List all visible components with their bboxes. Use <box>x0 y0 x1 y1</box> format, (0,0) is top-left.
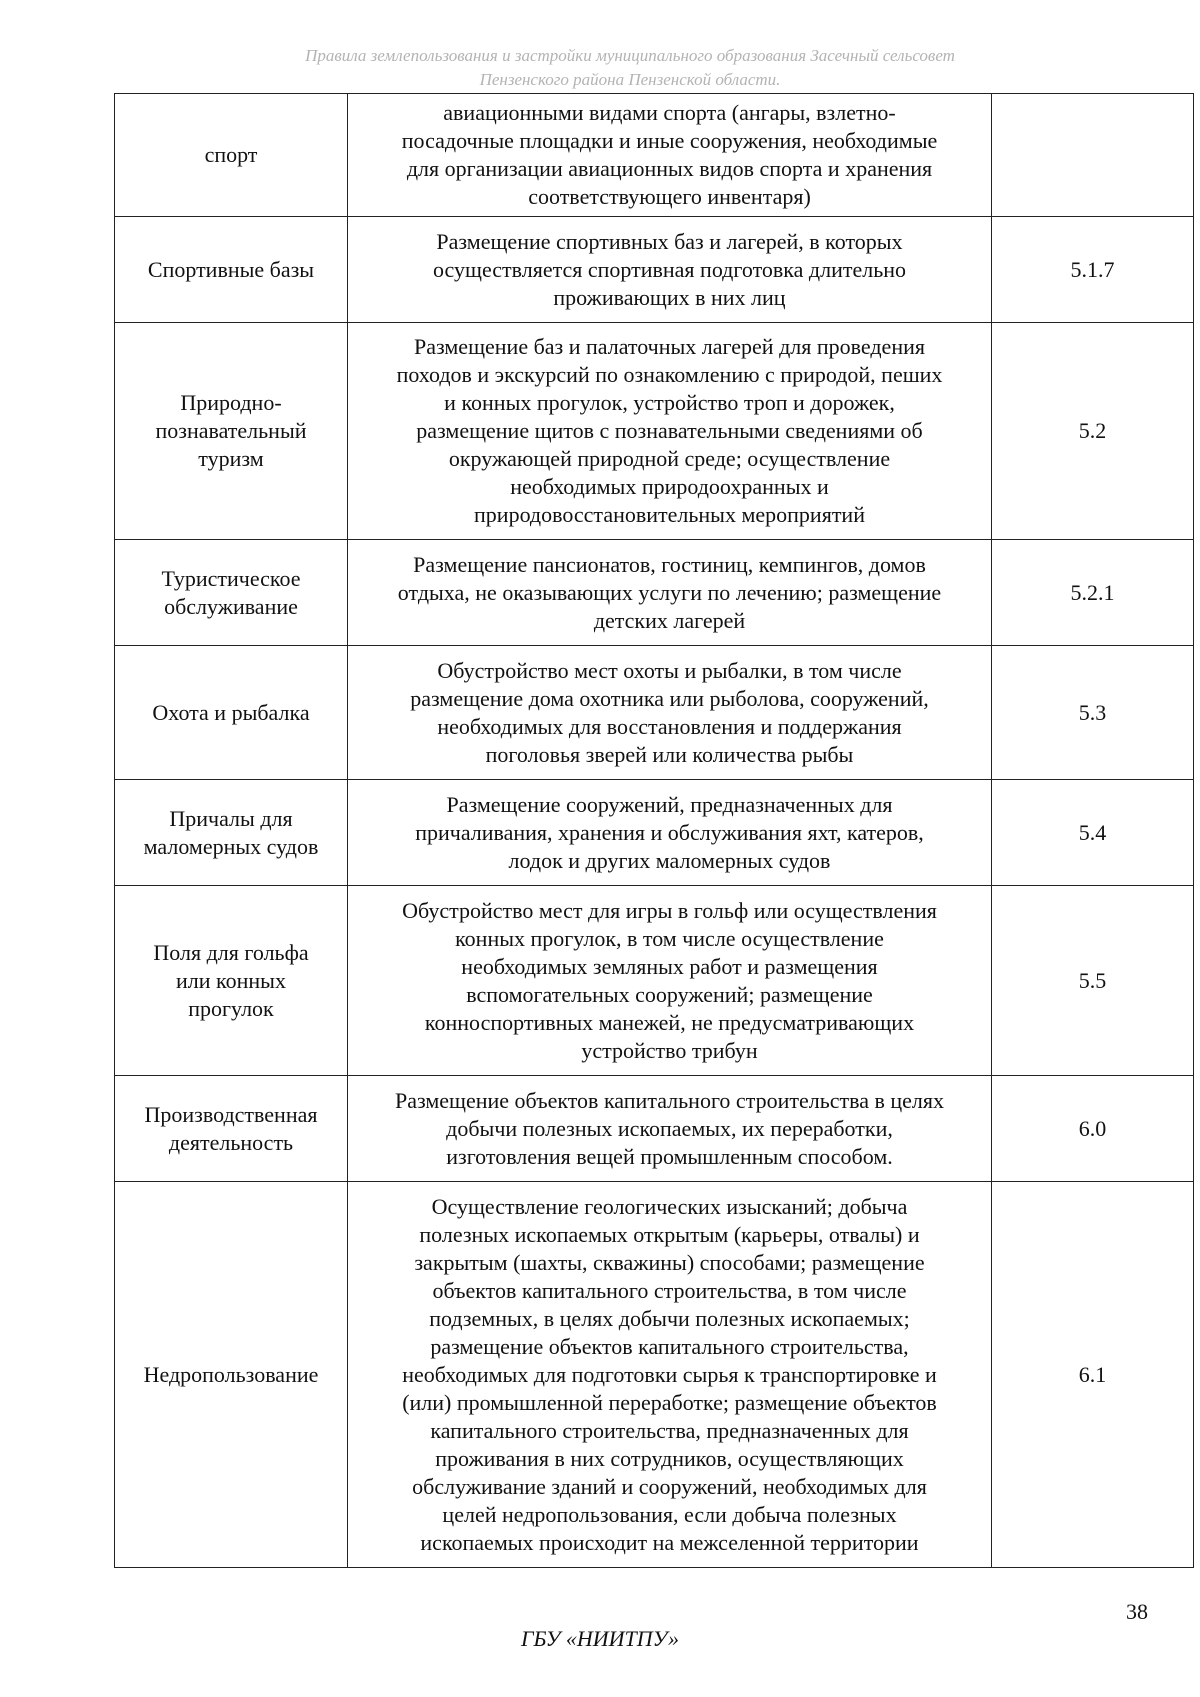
table-row <box>115 540 1194 646</box>
table-cell-code: 6.1 <box>992 1182 1194 1568</box>
table-cell-code: 5.3 <box>992 646 1194 780</box>
table-row <box>115 1182 1194 1568</box>
table-cell-description: авиационными видами спорта (ангары, взлетно- посадочные площадки и иные сооружения, необходимые для организации авиационных видов спорта и хранения соответствующего инвентаря) <box>348 94 992 217</box>
table-row <box>115 94 1194 217</box>
running-header-line-2: Пензенского района Пензенской области. <box>479 70 781 89</box>
table-cell-name: Спортивные базы <box>115 217 348 323</box>
table-row <box>115 886 1194 1076</box>
table-cell-code: 5.5 <box>992 886 1194 1076</box>
running-header <box>150 44 1110 92</box>
table-cell-name: Туристическое обслуживание <box>115 540 348 646</box>
table-row <box>115 217 1194 323</box>
table-cell-code: 6.0 <box>992 1076 1194 1182</box>
table-cell-name: Производственная деятельность <box>115 1076 348 1182</box>
table-cell-code: 5.1.7 <box>992 217 1194 323</box>
page-footer: ГБУ «НИИТПУ» <box>520 1626 680 1651</box>
table-cell-description: Размещение пансионатов, гостиниц, кемпингов, домов отдыха, не оказывающих услуги по лечению; размещение детских лагерей <box>348 540 992 646</box>
table-cell-description: Обустройство мест для игры в гольф или осуществления конных прогулок, в том числе осуществление необходимых земляных работ и размещения вспомогательных сооружений; размещение конноспортивных манежей, не предусматривающих устройство трибун <box>348 886 992 1076</box>
table-cell-name: Охота и рыбалка <box>115 646 348 780</box>
table-cell-name: спорт <box>115 94 348 217</box>
table-row <box>115 323 1194 540</box>
table-row <box>115 1076 1194 1182</box>
table-cell-description: Размещение объектов капитального строительства в целях добычи полезных ископаемых, их переработки, изготовления вещей промышленным способом. <box>348 1076 992 1182</box>
table-cell-name: Недропользование <box>115 1182 348 1568</box>
land-use-table <box>114 93 1194 1568</box>
table-cell-description: Размещение сооружений, предназначенных для причаливания, хранения и обслуживания яхт, катеров, лодок и других маломерных судов <box>348 780 992 886</box>
running-header-line-1: Правила землепользования и застройки муниципального образования Засечный сельсовет <box>305 46 955 65</box>
page-number: 38 <box>1126 1599 1148 1624</box>
table-cell-code: 5.2.1 <box>992 540 1194 646</box>
table-cell-description: Осуществление геологических изысканий; добыча полезных ископаемых открытым (карьеры, отвалы) и закрытым (шахты, скважины) способами; размещение объектов капитального строительства, в том числе подземных, в целях добычи полезных ископаемых; размещение объектов капитального строительства, необходимых для подготовки сырья к транспортировке и (или) промышленной переработке; размещение объектов капитального строительства, предназначенных для проживания в них сотрудников, осуществляющих обслуживание зданий и сооружений, необходимых для целей недропользования, если добыча полезных ископаемых происходит на межселенной территории <box>348 1182 992 1568</box>
table-row <box>115 780 1194 886</box>
table-row <box>115 646 1194 780</box>
table-cell-name: Поля для гольфа или конных прогулок <box>115 886 348 1076</box>
table-cell-code: 5.4 <box>992 780 1194 886</box>
table-cell-description: Размещение баз и палаточных лагерей для проведения походов и экскурсий по ознакомлению с природой, пеших и конных прогулок, устройство троп и дорожек, размещение щитов с познавательными сведениями об окружающей природной среде; осуществление необходимых природоохранных и природовосстановительных мероприятий <box>348 323 992 540</box>
table-cell-code: 5.2 <box>992 323 1194 540</box>
table-cell-code <box>992 94 1194 217</box>
table-cell-name: Природно- познавательный туризм <box>115 323 348 540</box>
table-cell-description: Обустройство мест охоты и рыбалки, в том числе размещение дома охотника или рыболова, сооружений, необходимых для восстановления и поддержания поголовья зверей или количества рыбы <box>348 646 992 780</box>
table-cell-name: Причалы для маломерных судов <box>115 780 348 886</box>
table-cell-description: Размещение спортивных баз и лагерей, в которых осуществляется спортивная подготовка длительно проживающих в них лиц <box>348 217 992 323</box>
